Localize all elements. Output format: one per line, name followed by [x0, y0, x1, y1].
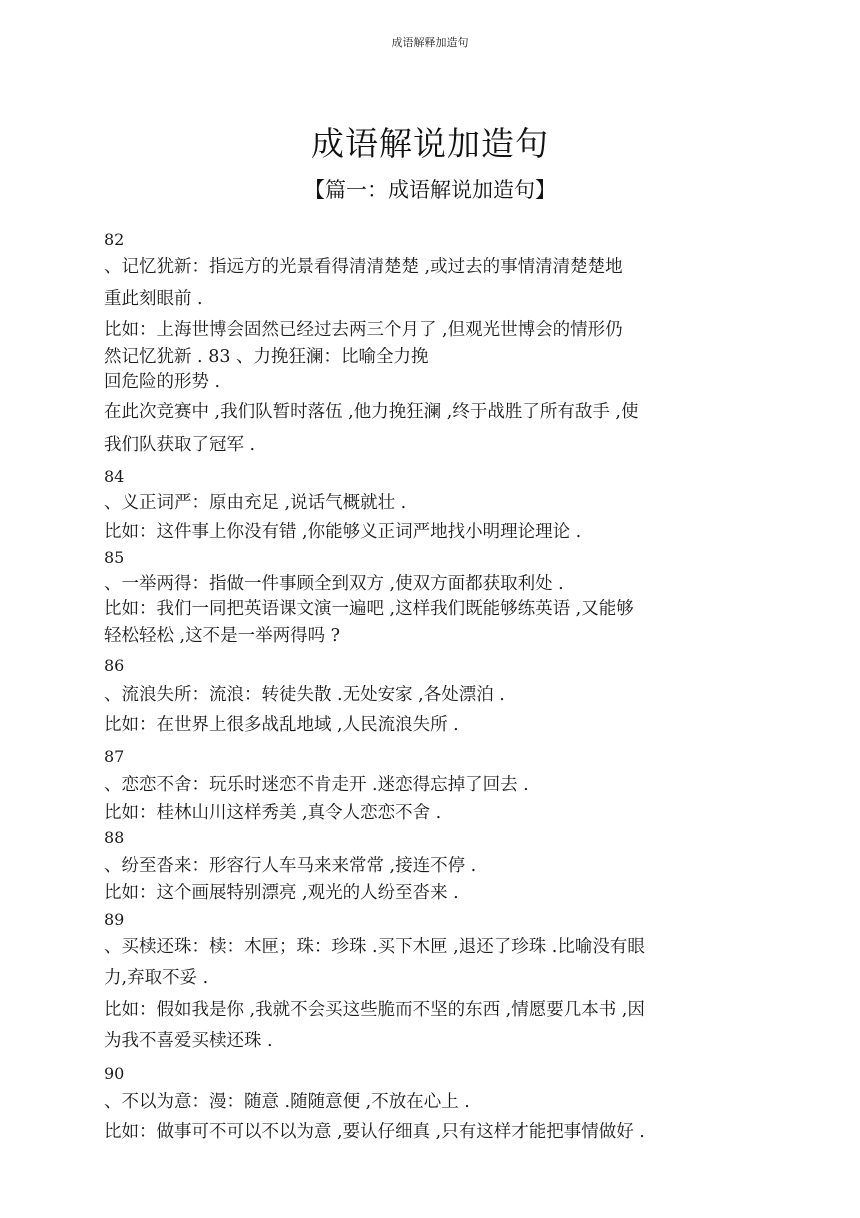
- entry-number: 87: [104, 747, 125, 766]
- entry-number: 89: [104, 910, 125, 929]
- text-line: 重此刻眼前 .: [104, 289, 203, 309]
- text-line: 比如：做事可不可以不以为意 ,要认仔细真 ,只有这样才能把事情做好 .: [104, 1122, 645, 1142]
- text-line: 在此次竞赛中 ,我们队暂时落伍 ,他力挽狂澜 ,终于战胜了所有敌手 ,使: [104, 402, 639, 422]
- document-subtitle: 【篇一：成语解说加造句】: [304, 178, 556, 202]
- text-line: 比如：假如我是你 ,我就不会买这些脆而不坚的东西 ,情愿要几本书 ,因: [104, 1000, 645, 1020]
- text-line: 、不以为意：漫：随意 .随随意便 ,不放在心上 .: [104, 1092, 470, 1112]
- text-line: 比如：这个画展特别漂亮 ,观光的人纷至沓来 .: [104, 883, 459, 903]
- text-line: 、恋恋不舍：玩乐时迷恋不肯走开 .迷恋得忘掉了回去 .: [104, 775, 529, 795]
- entry-number: 88: [104, 828, 125, 847]
- text-line: 为我不喜爱买椟还珠 .: [104, 1031, 273, 1051]
- entry-number: 82: [104, 230, 125, 249]
- text-line: 比如：上海世博会固然已经过去两三个月了 ,但观光世博会的情形仍: [104, 320, 623, 340]
- text-line: 比如：我们一同把英语课文演一遍吧 ,这样我们既能够练英语 ,又能够: [104, 599, 634, 619]
- text-line: 、义正词严：原由充足 ,说话气概就壮 .: [104, 493, 407, 513]
- entry-number: 90: [104, 1064, 125, 1083]
- text-line: 、买椟还珠：椟：木匣；珠：珍珠 .买下木匣 ,退还了珍珠 .比喻没有眼: [104, 937, 645, 957]
- text-line: 、记忆犹新：指远方的光景看得清清楚楚 ,或过去的事情清清楚楚地: [104, 257, 623, 277]
- running-header: 成语解释加造句: [391, 36, 469, 49]
- text-line: 、纷至沓来：形容行人车马来来常常 ,接连不停 .: [104, 856, 477, 876]
- document-title: 成语解说加造句: [311, 124, 549, 163]
- text-line: 比如：这件事上你没有错 ,你能够义正词严地找小明理论理论 .: [104, 522, 582, 542]
- text-line: 然记忆犹新 . 83 、力挽狂澜：比喻全力挽: [104, 347, 429, 367]
- entry-number: 86: [104, 656, 125, 675]
- text-line: 、流浪失所：流浪：转徒失散 .无处安家 ,各处漂泊 .: [104, 685, 505, 705]
- entry-number: 84: [104, 467, 125, 486]
- text-line: 力,弃取不妥 .: [104, 968, 209, 988]
- text-line: 比如：在世界上很多战乱地域 ,人民流浪失所 .: [104, 715, 459, 735]
- text-line: 比如：桂林山川这样秀美 ,真令人恋恋不舍 .: [104, 803, 442, 823]
- text-line: 轻松轻松 ,这不是一举两得吗 ?: [104, 626, 341, 646]
- text-line: 回危险的形势 .: [104, 372, 221, 392]
- entry-number: 85: [104, 548, 125, 567]
- text-line: 、一举两得：指做一件事顾全到双方 ,使双方面都获取利处 .: [104, 574, 564, 594]
- text-line: 我们队获取了冠军 .: [104, 435, 256, 455]
